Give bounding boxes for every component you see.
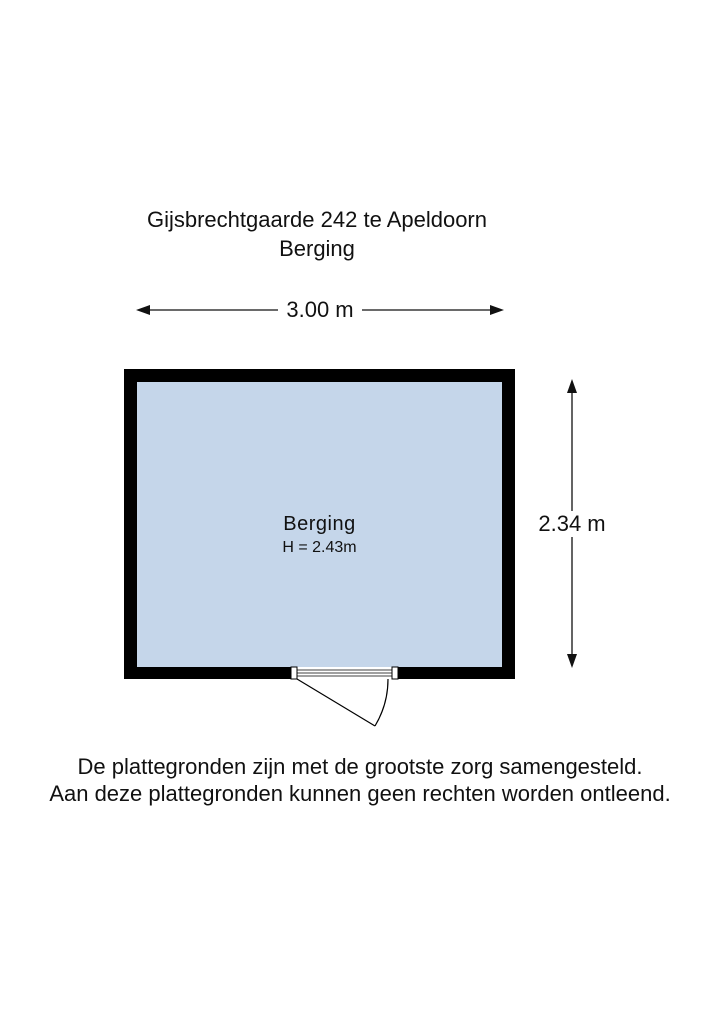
- room-ceiling-height: H = 2.43m: [282, 539, 357, 556]
- disclaimer-line-1: De plattegronden zijn met de grootste zorg samengesteld.: [77, 754, 643, 779]
- room-label: Berging: [283, 513, 356, 535]
- floor-name: Berging: [279, 236, 355, 261]
- address-title: Gijsbrechtgaarde 242 te Apeldoorn: [146, 207, 487, 232]
- door: [291, 667, 398, 726]
- height-dimension-label: 2.34 m: [532, 511, 612, 537]
- disclaimer-line-2: Aan deze plattegronden kunnen geen rechten worden ontleend.: [49, 781, 671, 806]
- width-dimension-label: 3.00 m: [278, 297, 362, 323]
